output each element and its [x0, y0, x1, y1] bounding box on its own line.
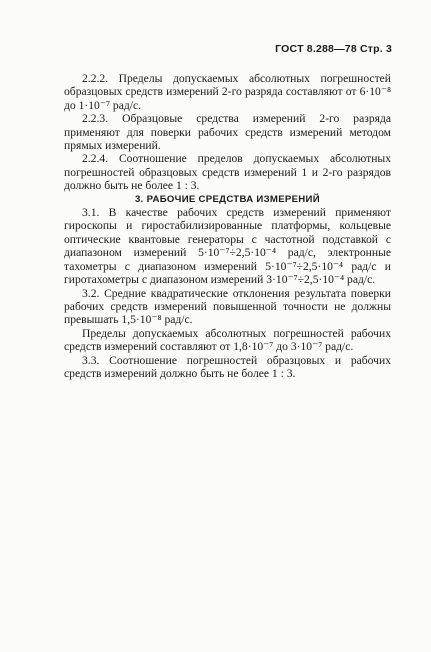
paragraph-2-2-4: 2.2.4. Соотношение пределов допускаемых абсолютных погрешностей образцовых средств измерений 1 и 2-го разрядов должно быть не более 1 : 3. [64, 152, 391, 193]
paragraph-2-2-2: 2.2.2. Пределы допускаемых абсолютных погрешностей образцовых средств измерений 2-го разряда составляют от 6·10⁻⁸ до 1·10⁻⁷ рад/с. [64, 72, 391, 112]
paragraph-3-3: 3.3. Соотношение погрешностей образцовых и рабочих средств измерений должно быть не более 1 : 3. [64, 353, 391, 380]
section-3-title: 3. РАБОЧИЕ СРЕДСТВА ИЗМЕРЕНИЙ [135, 193, 320, 205]
paragraph-2-2-3: 2.2.3. Образцовые средства измерений 2-го разряда применяют для поверки рабочих средств измерений методом прямых измерений. [64, 112, 391, 153]
paragraph-3-2: 3.2. Средние квадратические отклонения результата поверки рабочих средств измерений повышенной точности не должны превышать 1,5·10⁻⁸ рад/с. [64, 286, 391, 327]
page-body [64, 72, 391, 380]
paragraph-3-1: 3.1. В качестве рабочих средств измерений применяют гироскопы и гиростабилизированные платформы, кольцевые оптические квантовые генераторы с частотной подставкой с диапазоном измерений 5·10⁻⁷÷2,5·10⁻⁴ рад/с, электронные тахометры с диапазоном измерений 5·10⁻⁷÷2,5·10⁻⁴ рад/с и гиротахометры с диапазоном измерений 3·10⁻⁷÷2,5·10⁻⁴ рад/с. [64, 206, 391, 287]
running-head: ГОСТ 8.288—78 Стр. 3 [275, 43, 392, 55]
paragraph-3-2-limits: Пределы допускаемых абсолютных погрешностей рабочих средств измерений составляют от 1,8·10⁻⁷ до 3·10⁻⁷ рад/с. [64, 326, 391, 354]
